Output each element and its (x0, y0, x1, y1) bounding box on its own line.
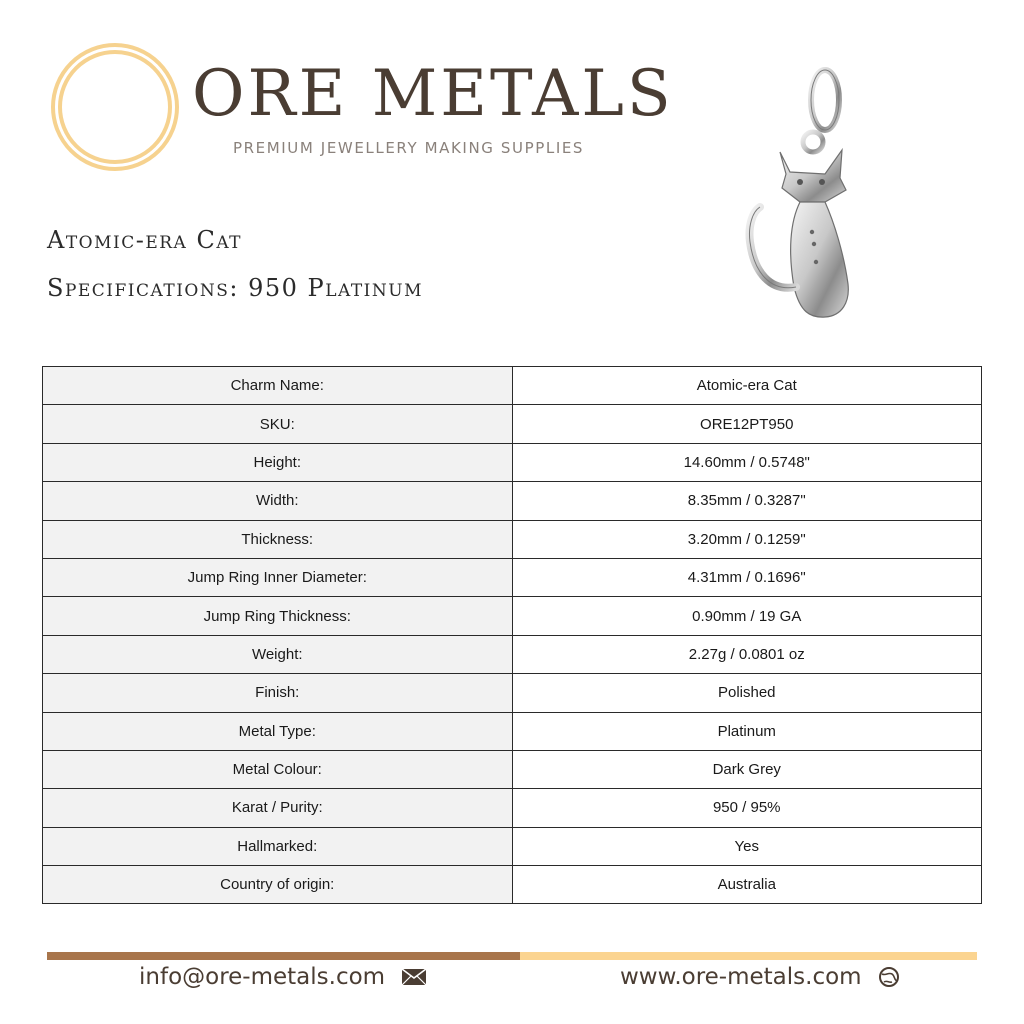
table-row (43, 443, 982, 481)
cat-charm-image (730, 62, 880, 324)
spec-value: 3.20mm / 0.1259" (512, 520, 982, 558)
brand-name: ORE METALS (192, 57, 674, 131)
spec-label: Metal Type: (43, 712, 513, 750)
footer-bar-bronze (47, 952, 520, 960)
spec-value: Australia (512, 866, 982, 904)
table-row (43, 405, 982, 443)
spec-label: Metal Colour: (43, 750, 513, 788)
table-row (43, 827, 982, 865)
spec-value: 2.27g / 0.0801 oz (512, 635, 982, 673)
spec-label: SKU: (43, 405, 513, 443)
footer-bar-gold (520, 952, 977, 960)
envelope-icon (401, 968, 427, 986)
table-row (43, 597, 982, 635)
table-row (43, 712, 982, 750)
spec-value: 4.31mm / 0.1696" (512, 558, 982, 596)
spec-value: ORE12PT950 (512, 405, 982, 443)
table-row (43, 750, 982, 788)
spec-label: Charm Name: (43, 367, 513, 405)
footer-email-text[interactable]: info@ore-metals.com (139, 964, 386, 990)
spec-label: Weight: (43, 635, 513, 673)
spec-label: Thickness: (43, 520, 513, 558)
brand-tagline: PREMIUM JEWELLERY MAKING SUPPLIES (233, 139, 585, 157)
spec-value: 8.35mm / 0.3287" (512, 482, 982, 520)
spec-value: Platinum (512, 712, 982, 750)
spec-value: Polished (512, 674, 982, 712)
spec-value: Atomic-era Cat (512, 367, 982, 405)
spec-label: Height: (43, 443, 513, 481)
logo-rings (49, 41, 181, 173)
spec-label: Country of origin: (43, 866, 513, 904)
spec-value: 14.60mm / 0.5748" (512, 443, 982, 481)
globe-icon (878, 966, 900, 988)
table-row (43, 674, 982, 712)
specs-table (42, 366, 982, 904)
table-row (43, 866, 982, 904)
table-row (43, 789, 982, 827)
spec-value: Yes (512, 827, 982, 865)
table-row (43, 520, 982, 558)
footer-website-text[interactable]: www.ore-metals.com (620, 964, 862, 990)
table-row (43, 635, 982, 673)
spec-label: Width: (43, 482, 513, 520)
spec-label: Jump Ring Thickness: (43, 597, 513, 635)
product-specifications: Specifications: 950 Platinum (47, 274, 423, 302)
footer-email[interactable] (139, 964, 427, 990)
spec-value: 0.90mm / 19 GA (512, 597, 982, 635)
specs-table-body (43, 367, 982, 904)
spec-value: Dark Grey (512, 750, 982, 788)
product-title: Atomic-era Cat (47, 226, 243, 254)
spec-label: Jump Ring Inner Diameter: (43, 558, 513, 596)
table-row (43, 482, 982, 520)
spec-label: Finish: (43, 674, 513, 712)
table-row (43, 558, 982, 596)
spec-label: Hallmarked: (43, 827, 513, 865)
spec-value: 950 / 95% (512, 789, 982, 827)
table-row (43, 367, 982, 405)
footer-website[interactable] (620, 964, 900, 990)
spec-label: Karat / Purity: (43, 789, 513, 827)
